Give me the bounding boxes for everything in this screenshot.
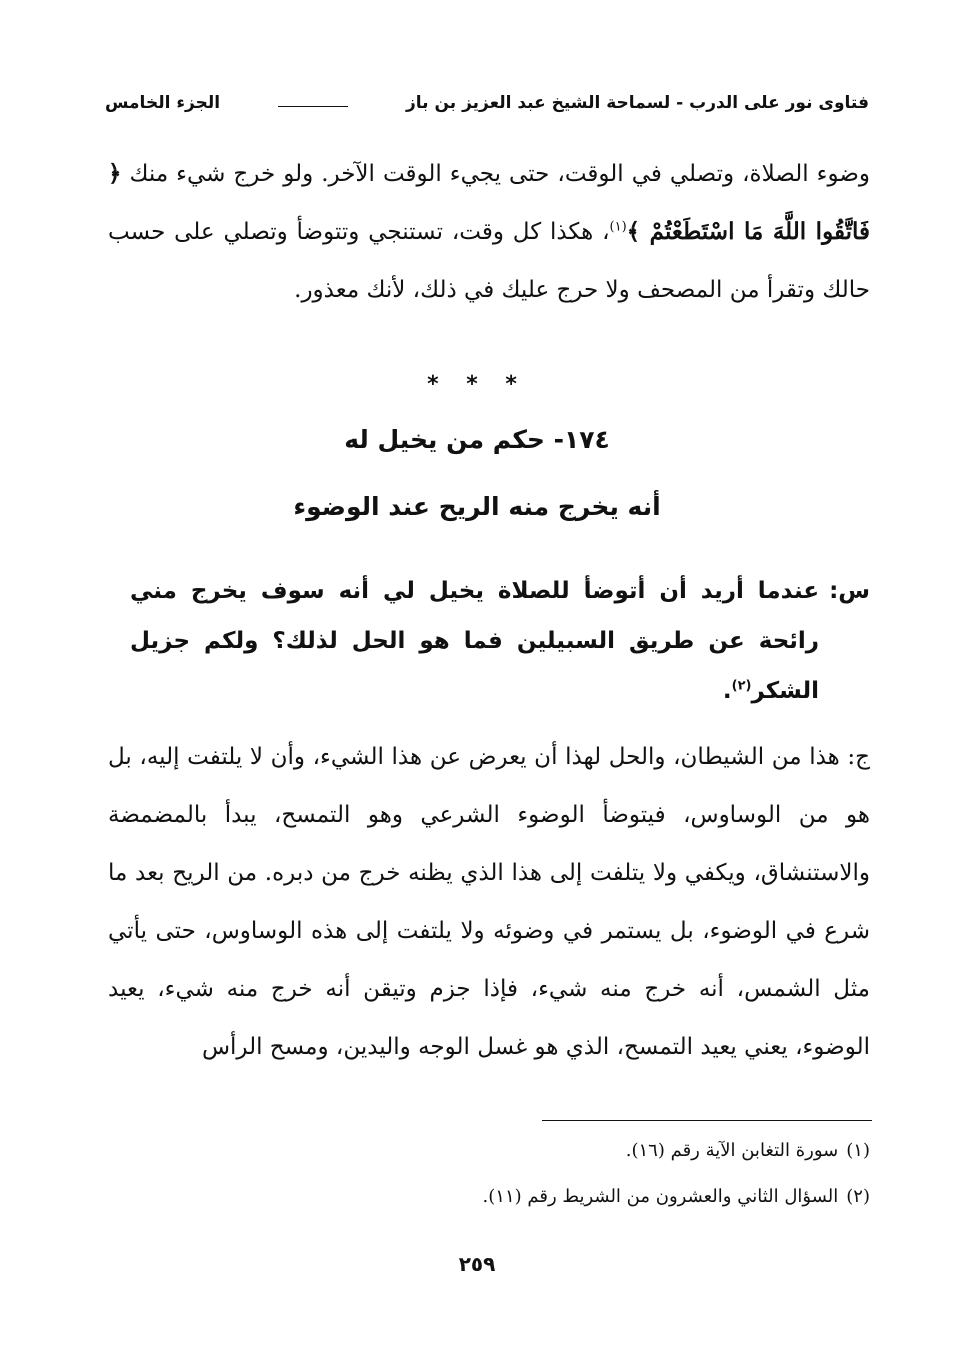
fatwa-heading-line-1: ١٧٤- حكم من يخيل له — [344, 425, 610, 454]
page-number: ٢٥٩ — [458, 1252, 496, 1276]
footnote-1 — [170, 1128, 870, 1174]
footnote-number: (٢) — [846, 1186, 870, 1207]
footnote-number: (١) — [846, 1140, 870, 1161]
section-separator: * * * — [427, 372, 527, 397]
header-rule — [278, 106, 348, 107]
footnote-rule — [542, 1120, 872, 1121]
paragraph-continued — [108, 145, 870, 319]
book-title: فتاوى نور على الدرب - لسماحة الشيخ عبد العزيز بن باز — [406, 93, 869, 113]
running-header — [105, 88, 869, 118]
question-label: س: — [829, 578, 870, 604]
question-block — [130, 566, 870, 716]
question-text-wrap — [130, 566, 819, 716]
question-text: عندما أريد أن أتوضأ للصلاة يخيل لي أنه سوف يخرج مني رائحة عن طريق السبيلين فما هو الحل لذلك؟ ولكم جزيل الشكر — [130, 578, 820, 704]
footnote-text: سورة التغابن الآية رقم (١٦). — [625, 1140, 839, 1161]
fatwa-heading-line-2: أنه يخرج منه الريح عند الوضوء — [293, 492, 661, 521]
quran-verse: ﴿ فَاتَّقُوا اللَّهَ مَا اسْتَطَعْتُمْ ﴾ — [108, 160, 870, 245]
question-end: . — [722, 678, 732, 704]
footnote-ref-1: (١) — [609, 219, 627, 235]
volume-part: الجزء الخامس — [105, 93, 221, 113]
paragraph-text-start: وضوء الصلاة، وتصلي في الوقت، حتى يجيء الوقت الآخر. ولو خرج شيء منك — [129, 161, 871, 187]
footnotes — [170, 1128, 870, 1220]
footnote-ref-2: (٢) — [731, 678, 752, 694]
paragraph-text-end: ، هكذا كل وقت، تستنجي وتتوضأ وتصلي على حسب حالك وتقرأ من المصحف ولا حرج عليك في ذلك، لأنك معذور. — [108, 219, 870, 303]
footnote-2 — [170, 1174, 870, 1220]
answer-paragraph: ج: هذا من الشيطان، والحل لهذا أن يعرض عن هذا الشيء، وأن لا يلتفت إليه، بل هو من الوساوس، فيتوضأ الوضوء الشرعي وهو التمسح، يبدأ بالمضمضة والاستنشاق، ويكفي ولا يتلفت إلى هذا الذي يظنه خرج من دبره. من الريح بعد ما شرع في الوضوء، بل يستمر في وضوئه ولا يلتفت إلى هذه الوساوس، حتى يأتي مثل الشمس، أنه خرج منه شيء، فإذا جزم وتيقن أنه خرج منه شيء، يعيد الوضوء، يعني يعيد التمسح، الذي هو غسل الوجه واليدين، ومسح الرأس — [108, 744, 870, 1060]
footnote-text: السؤال الثاني والعشرون من الشريط رقم (١١). — [482, 1186, 839, 1207]
